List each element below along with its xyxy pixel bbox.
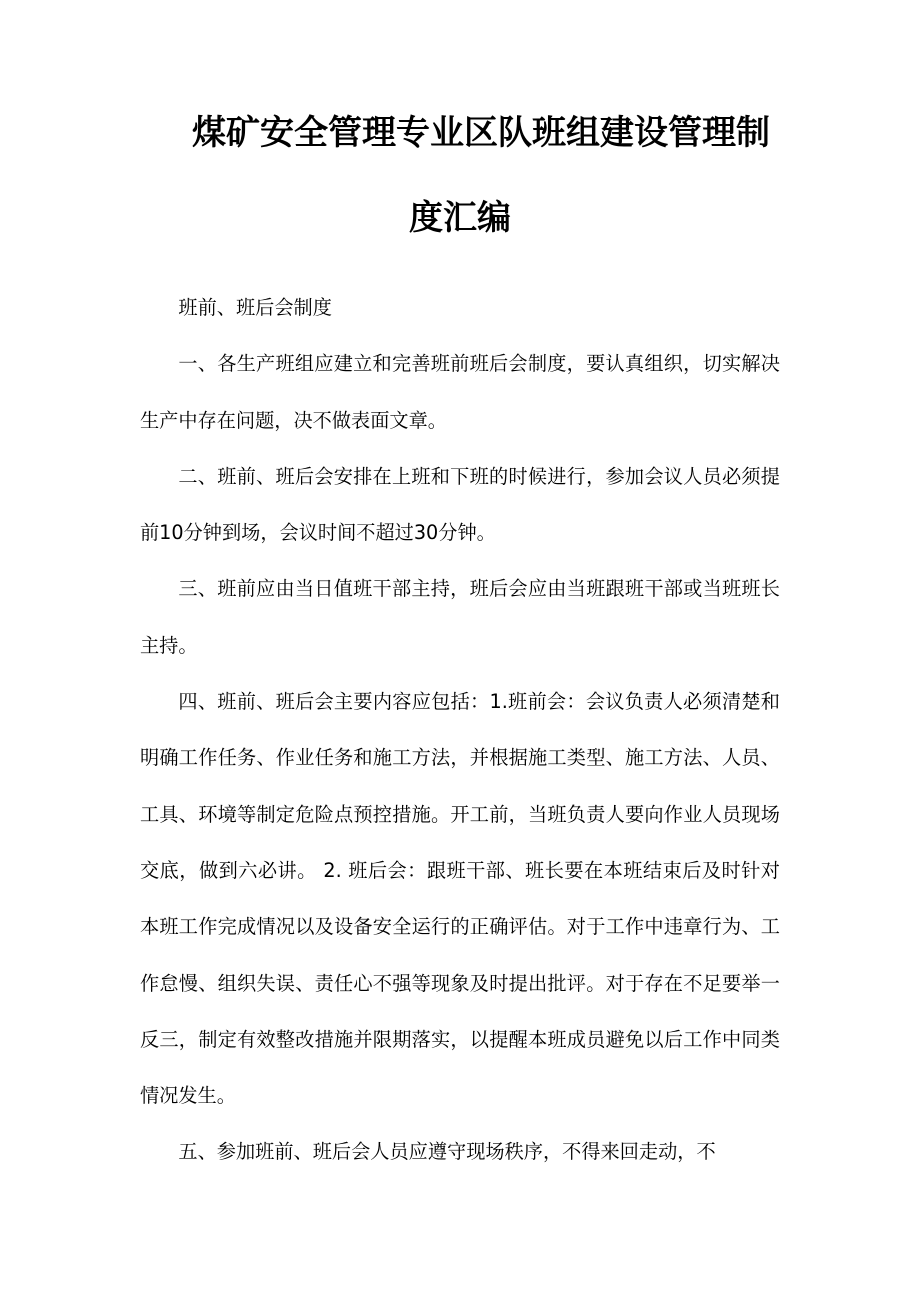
paragraph-5: 五、参加班前、班后会人员应遵守现场秩序，不得来回走动，不 <box>178 1140 716 1164</box>
section-heading: 班前、班后会制度 <box>178 296 332 319</box>
paragraph-4: 四、班前、班后会主要内容应包括：1.班前会：会议负责人必须清楚和明确工作任务、作业任务和施工方法，并根据施工类型、施工方法、人员、工具、环境等制定危险点预控措施。开工前，当班负责人要向作业人员现场交底，做到六必讲。 2. 班后会：跟班干部、班长要在本班结束后及时针对本班工作完成情况以及设备安全运行的正确评估。对于工作中违章行为、工作怠慢、组织失误、责任心不强等现象及时提出批评。对于存在不足要举一反三，制定有效整改措施并限期落实，以提醒本班成员避免以后工作中同类情况发生。 <box>140 690 780 1108</box>
document-title-line-2: 度汇编 <box>409 198 511 238</box>
paragraph-2: 二、班前、班后会安排在上班和下班的时候进行，参加会议人员必须提前10分钟到场，会议时间不超过30分钟。 <box>140 464 780 545</box>
document-body <box>140 280 780 1181</box>
paragraph-3: 三、班前应由当日值班干部主持，班后会应由当班跟班干部或当班班长主持。 <box>140 577 780 657</box>
document-title-line-1: 煤矿安全管理专业区队班组建设管理制 <box>192 113 770 153</box>
paragraph-1: 一、各生产班组应建立和完善班前班后会制度，要认真组织，切实解决生产中存在问题，决不做表面文章。 <box>140 352 780 432</box>
